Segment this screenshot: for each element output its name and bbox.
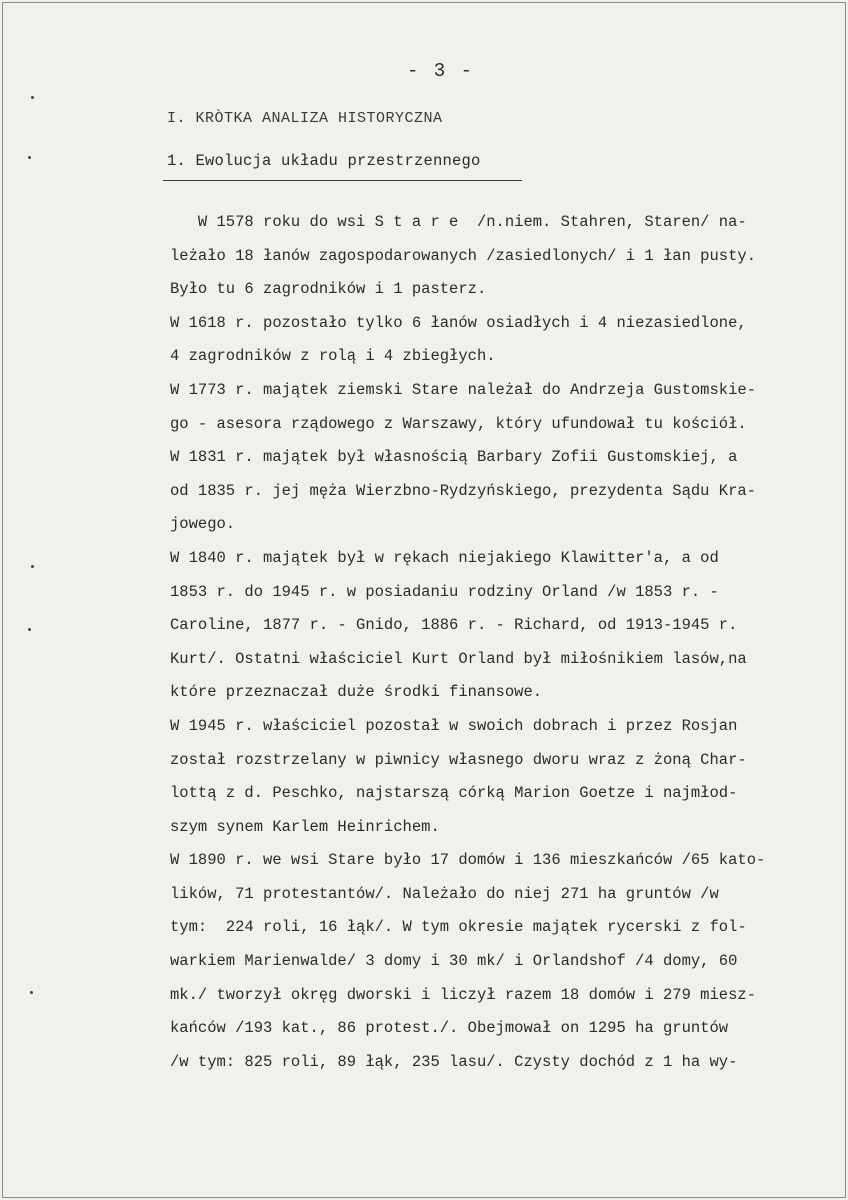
text-line: /w tym: 825 roli, 89 łąk, 235 lasu/. Czysty dochód z 1 ha wy- xyxy=(170,1052,738,1071)
text-line: W 1773 r. majątek ziemski Stare należał do Andrzeja Gustomskie- xyxy=(170,380,756,399)
text-line: tym: 224 roli, 16 łąk/. W tym okresie majątek rycerski z fol- xyxy=(170,918,747,937)
text-line: W 1840 r. majątek był w rękach niejakiego Klawitter'a, a od xyxy=(170,548,719,567)
text-line: Kurt/. Ostatni właściciel Kurt Orland był miłośnikiem lasów,na xyxy=(170,649,747,668)
text-line: W 1890 r. we wsi Stare było 17 domów i 136 mieszkańców /65 kato- xyxy=(170,851,766,870)
text-line: od 1835 r. jej męża Wierzbno-Rydzyńskiego, prezydenta Sądu Kra- xyxy=(170,481,756,500)
text-line: leżało 18 łanów zagospodarowanych /zasiedlonych/ i 1 łan pusty. xyxy=(170,246,756,265)
text-line: warkiem Marienwalde/ 3 domy i 30 mk/ i Orlandshof /4 domy, 60 xyxy=(170,952,738,971)
margin-mark xyxy=(28,156,31,159)
text-line: które przeznaczał duże środki finansowe. xyxy=(170,683,543,702)
text-line: Było tu 6 zagrodników i 1 pasterz. xyxy=(170,280,487,299)
section-heading: I. KRÒTKA ANALIZA HISTORYCZNA xyxy=(167,110,443,127)
margin-mark xyxy=(28,628,31,631)
margin-mark xyxy=(31,96,34,99)
text-line: go - asesora rządowego z Warszawy, który ufundował tu kościół. xyxy=(170,414,747,433)
margin-mark xyxy=(30,991,33,994)
margin-mark xyxy=(31,565,34,568)
page-number: - 3 - xyxy=(407,60,475,82)
body-text xyxy=(170,206,848,1079)
text-line: mk./ tworzył okręg dworski i liczył razem 18 domów i 279 miesz- xyxy=(170,985,756,1004)
text-line: W 1618 r. pozostało tylko 6 łanów osiadłych i 4 niezasiedlone, xyxy=(170,313,747,332)
text-line: lottą z d. Peschko, najstarszą córką Marion Goetze i najmłod- xyxy=(170,784,738,803)
subsection-heading: 1. Ewolucja układu przestrzennego xyxy=(167,152,481,170)
text-line: W 1831 r. majątek był własnością Barbary Zofii Gustomskiej, a xyxy=(170,448,738,467)
text-line: kańców /193 kat., 86 protest./. Obejmował on 1295 ha gruntów xyxy=(170,1019,729,1038)
text-line: lików, 71 protestantów/. Należało do niej 271 ha gruntów /w xyxy=(170,884,719,903)
text-line: W 1578 roku do wsi S t a r e /n.niem. Stahren, Staren/ na- xyxy=(170,213,747,231)
text-line: W 1945 r. właściciel pozostał w swoich dobrach i przez Rosjan xyxy=(170,716,738,735)
text-line: został rozstrzelany w piwnicy własnego dworu wraz z żoną Char- xyxy=(170,750,747,769)
text-line: Caroline, 1877 r. - Gnido, 1886 r. - Richard, od 1913-1945 r. xyxy=(170,616,738,635)
text-line: szym synem Karlem Heinrichem. xyxy=(170,817,440,836)
text-line: 4 zagrodników z rolą i 4 zbiegłych. xyxy=(170,347,496,366)
heading-underline xyxy=(163,180,522,181)
text-line: 1853 r. do 1945 r. w posiadaniu rodziny Orland /w 1853 r. - xyxy=(170,582,719,601)
text-line: jowego. xyxy=(170,515,236,534)
